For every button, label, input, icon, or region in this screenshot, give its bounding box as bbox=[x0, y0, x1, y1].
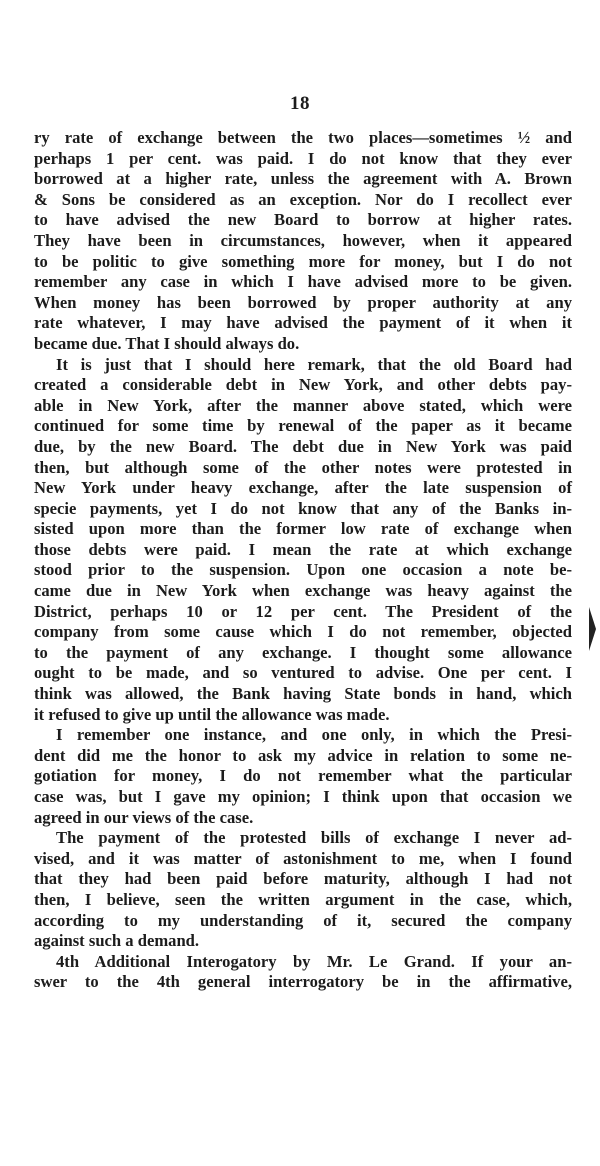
text-line: became due. That I should always do. bbox=[34, 333, 300, 353]
text-line: borrowed at a higher rate, unless the agreement with A. Brown bbox=[34, 169, 572, 189]
text-line: then, but although some of the other notes were protested in bbox=[34, 457, 572, 477]
paragraph-4 bbox=[34, 828, 572, 952]
text-line: District, perhaps 10 or 12 per cent. The President of the bbox=[34, 601, 572, 621]
text-line: ry rate of exchange between the two places—sometimes ½ and bbox=[34, 128, 572, 147]
text-line: perhaps 1 per cent. was paid. I do not know that they ever bbox=[34, 148, 572, 168]
text-line: The payment of the protested bills of exchange I never ad- bbox=[56, 828, 572, 848]
text-line: specie payments, yet I do not know that any of the Banks in- bbox=[34, 498, 572, 518]
text-line: When money has been borrowed by proper authority at any bbox=[34, 292, 572, 312]
text-line: rate whatever, I may have advised the payment of it when it bbox=[34, 313, 572, 333]
text-line: swer to the 4th general interrogatory be in the affirmative, bbox=[34, 972, 572, 992]
text-line: & Sons be considered as an exception. Nor do I recollect ever bbox=[34, 189, 572, 209]
text-line: stood prior to the suspension. Upon one occasion a note be- bbox=[34, 560, 572, 580]
text-line: able in New York, after the manner above stated, which were bbox=[34, 395, 572, 415]
body-text bbox=[34, 128, 572, 993]
text-line: came due in New York when exchange was heavy against the bbox=[34, 581, 572, 601]
text-line: those debts were paid. I mean the rate at which exchange bbox=[34, 539, 572, 559]
text-line: that they had been paid before maturity, although I had not bbox=[34, 869, 572, 889]
text-line: then, I believe, seen the written argument in the case, which, bbox=[34, 889, 572, 909]
text-line: gotiation for money, I do not remember what the particular bbox=[34, 766, 572, 786]
text-line: due, by the new Board. The debt due in New York was paid bbox=[34, 436, 572, 456]
text-line: ought to be made, and so ventured to advise. One per cent. I bbox=[34, 663, 572, 683]
text-line: 4th Additional Interogatory by Mr. Le Grand. If your an- bbox=[56, 951, 572, 971]
text-line: remember any case in which I have advised more to be given. bbox=[34, 272, 572, 292]
text-line: company from some cause which I do not remember, objected bbox=[34, 622, 572, 642]
paragraph-5 bbox=[34, 952, 572, 993]
text-line: against such a demand. bbox=[34, 931, 200, 951]
text-line: it refused to give up until the allowance was made. bbox=[34, 704, 390, 724]
text-line: to be politic to give something more for money, but I do not bbox=[34, 251, 572, 271]
paragraph-3 bbox=[34, 725, 572, 828]
margin-mark-icon bbox=[589, 607, 596, 651]
text-line: agreed in our views of the case. bbox=[34, 807, 254, 827]
text-line: to the payment of any exchange. I thought some allowance bbox=[34, 642, 572, 662]
paragraph-1 bbox=[34, 128, 572, 355]
text-line: dent did me the honor to ask my advice in relation to some ne- bbox=[34, 745, 572, 765]
text-line: They have been in circumstances, however, when it appeared bbox=[34, 230, 572, 250]
text-line: to have advised the new Board to borrow at higher rates. bbox=[34, 210, 572, 230]
text-line: created a considerable debt in New York, and other debts pay- bbox=[34, 375, 572, 395]
text-line: continued for some time by renewal of the paper as it became bbox=[34, 416, 572, 436]
text-line: according to my understanding of it, secured the company bbox=[34, 910, 572, 930]
text-line: I remember one instance, and one only, in which the Presi- bbox=[56, 725, 572, 745]
page-number: 18 bbox=[290, 93, 310, 114]
text-line: think was allowed, the Bank having State bonds in hand, which bbox=[34, 684, 572, 704]
paragraph-2 bbox=[34, 355, 572, 726]
text-line: It is just that I should here remark, that the old Board had bbox=[56, 354, 572, 374]
text-line: New York under heavy exchange, after the late suspension of bbox=[34, 478, 572, 498]
text-line: case was, but I gave my opinion; I think upon that occasion we bbox=[34, 787, 572, 806]
text-line: vised, and it was matter of astonishment to me, when I found bbox=[34, 848, 572, 868]
text-line: sisted upon more than the former low rate of exchange when bbox=[34, 519, 572, 539]
